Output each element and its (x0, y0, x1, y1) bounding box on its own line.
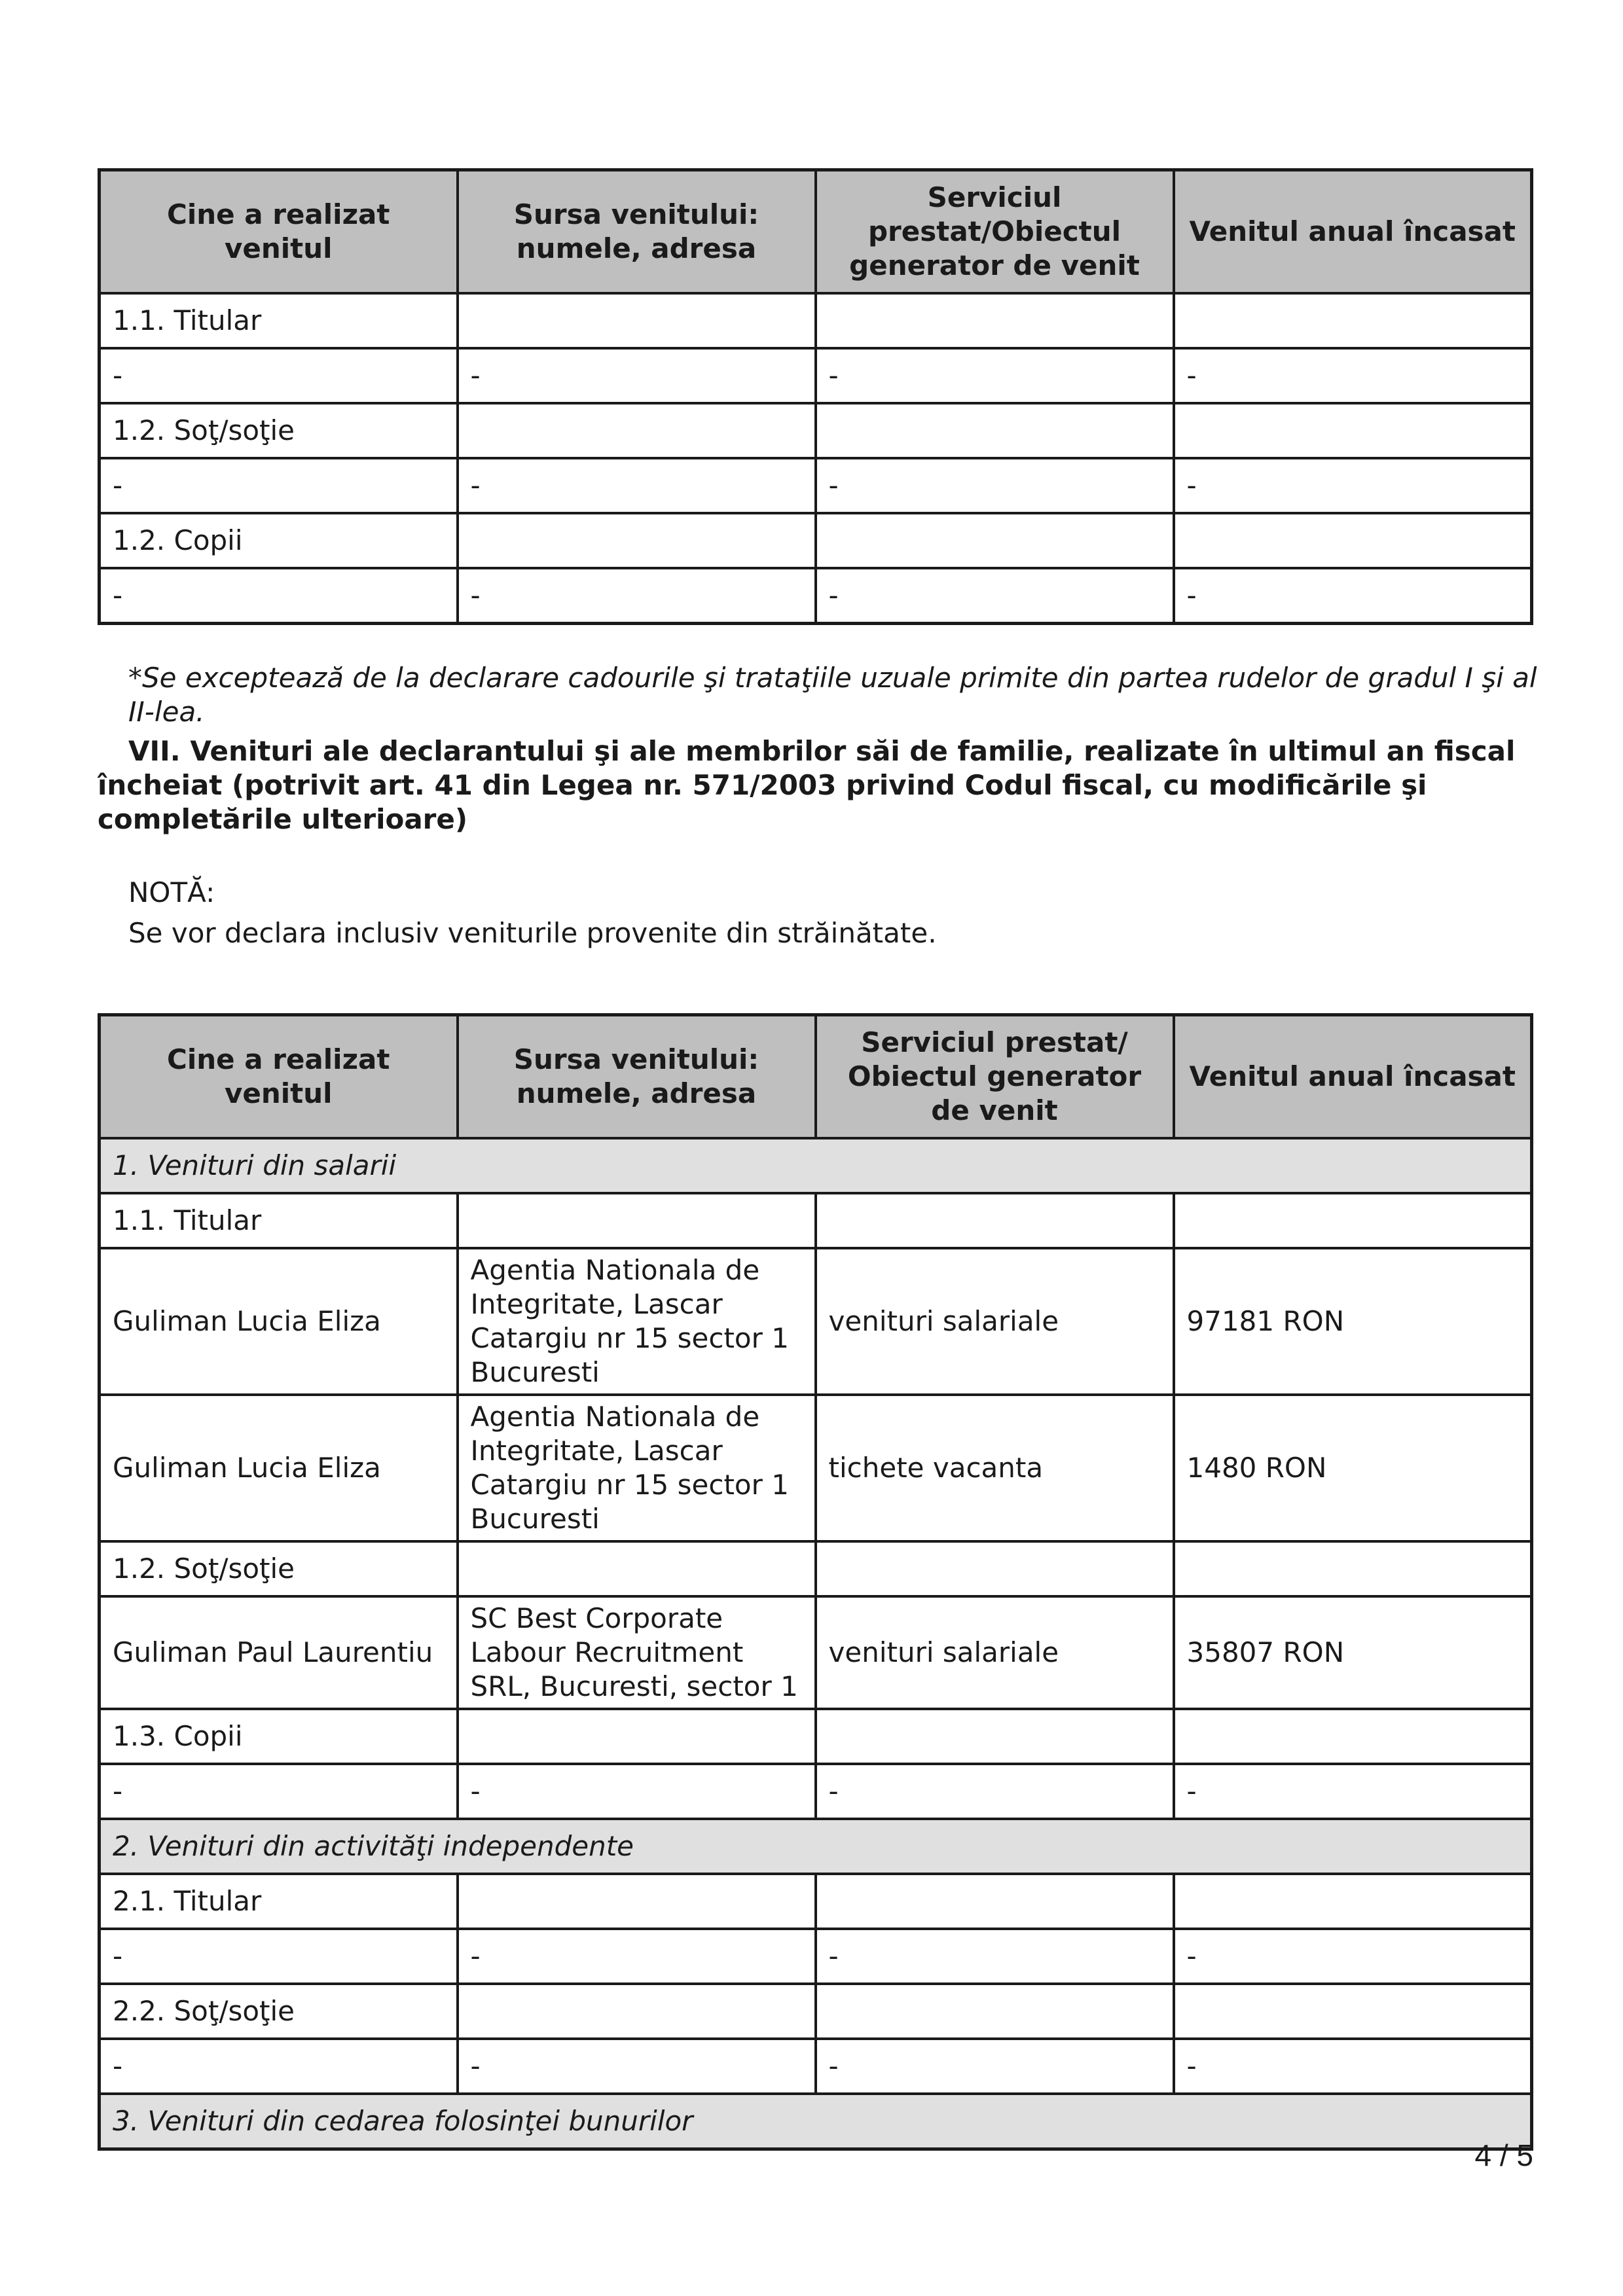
table-cell (458, 1874, 816, 1929)
table-cell: venituri salariale (816, 1596, 1174, 1709)
table-cell (816, 1874, 1174, 1929)
header-cell: Cine a realizat venitul (100, 170, 458, 294)
table-cell: - (1174, 1764, 1532, 1819)
table-cell: - (816, 348, 1174, 403)
table-cell: - (100, 1764, 458, 1819)
table-row (100, 1984, 1532, 2039)
table-cell (458, 513, 816, 568)
section-row (100, 1138, 1532, 1193)
table-cell: 1480 RON (1174, 1395, 1532, 1541)
table-cell: Guliman Lucia Eliza (100, 1395, 458, 1541)
header-cell: Venitul anual încasat (1174, 1015, 1532, 1139)
table-cell (816, 293, 1174, 348)
table-cell: - (458, 1929, 816, 1984)
note-text: Se vor declara inclusiv veniturile provenite din străinătate. (128, 917, 937, 949)
income-table-gifts (98, 168, 1533, 625)
section-heading: VII. Venituri ale declarantului şi ale membrilor săi de familie, realizate în ultimul an fiscal încheiat (potrivit art. 41 din Legea nr. 571/2003 privind Codul fiscal, cu modificările şi completările ulterioare) (98, 735, 1516, 835)
table-cell: - (816, 568, 1174, 624)
table-cell: - (100, 458, 458, 513)
table-cell: Guliman Lucia Eliza (100, 1248, 458, 1395)
table-cell (816, 403, 1174, 458)
table-cell (458, 1984, 816, 2039)
table-cell (458, 1541, 816, 1596)
table-cell (1174, 513, 1532, 568)
table-cell (1174, 293, 1532, 348)
table-cell: - (816, 1764, 1174, 1819)
header-cell: Serviciul prestat/ Obiectul generator de venit (816, 1015, 1174, 1139)
table-cell (458, 1709, 816, 1764)
table-row (100, 403, 1532, 458)
table-row (100, 1541, 1532, 1596)
table-cell (458, 403, 816, 458)
table-cell: SC Best Corporate Labour Recruitment SRL, Bucuresti, sector 1 (458, 1596, 816, 1709)
table-cell: - (458, 568, 816, 624)
table-row (100, 348, 1532, 403)
table-row (100, 1193, 1532, 1248)
table-cell: Agentia Nationala de Integritate, Lascar Catargiu nr 15 sector 1 Bucuresti (458, 1248, 816, 1395)
header-cell: Sursa venitului: numele, adresa (458, 1015, 816, 1139)
table-row (100, 1596, 1532, 1709)
table-cell: 35807 RON (1174, 1596, 1532, 1709)
table-row (100, 513, 1532, 568)
table-cell: - (100, 568, 458, 624)
section-row (100, 1819, 1532, 1874)
table-row (100, 293, 1532, 348)
table-cell: - (1174, 458, 1532, 513)
table-cell: venituri salariale (816, 1248, 1174, 1395)
table-cell (816, 1709, 1174, 1764)
table-cell (816, 1193, 1174, 1248)
table-cell (458, 293, 816, 348)
page-number: 4 / 5 (1474, 2138, 1533, 2172)
table-cell: - (458, 2039, 816, 2094)
table-cell: - (816, 1929, 1174, 1984)
header-cell: Cine a realizat venitul (100, 1015, 458, 1139)
table-row (100, 568, 1532, 624)
section-row (100, 2094, 1532, 2149)
table-header-row (100, 1015, 1532, 1139)
note-label: NOTĂ: (128, 876, 215, 908)
table-cell: 1.1. Titular (100, 1193, 458, 1248)
table-cell (1174, 1984, 1532, 2039)
section-title: 3. Venituri din cedarea folosinţei bunurilor (100, 2094, 1532, 2149)
table-cell: - (1174, 1929, 1532, 1984)
table-cell: Guliman Paul Laurentiu (100, 1596, 458, 1709)
table-cell: 1.3. Copii (100, 1709, 458, 1764)
table-cell: - (816, 458, 1174, 513)
table-row (100, 1874, 1532, 1929)
table-cell: tichete vacanta (816, 1395, 1174, 1541)
table-cell (816, 513, 1174, 568)
table-row (100, 1929, 1532, 1984)
table-cell (1174, 403, 1532, 458)
table-cell (458, 1193, 816, 1248)
table-cell: - (816, 2039, 1174, 2094)
table-cell: - (100, 348, 458, 403)
table-header-row (100, 170, 1532, 294)
table-cell: - (458, 348, 816, 403)
table-body (100, 293, 1532, 624)
table-cell: - (100, 1929, 458, 1984)
table-cell (1174, 1874, 1532, 1929)
table-cell (1174, 1541, 1532, 1596)
table-cell: - (1174, 568, 1532, 624)
table-cell: 97181 RON (1174, 1248, 1532, 1395)
exception-note: *Se exceptează de la declarare cadourile şi trataţiile uzuale primite din partea rudelor de gradul I şi al II-lea. (128, 662, 1537, 728)
section-title: 1. Venituri din salarii (100, 1138, 1532, 1193)
table-cell: - (458, 458, 816, 513)
table-cell: - (100, 2039, 458, 2094)
table-cell: - (458, 1764, 816, 1819)
header-cell: Serviciul prestat/Obiectul generator de venit (816, 170, 1174, 294)
table-row (100, 458, 1532, 513)
table-cell: - (1174, 348, 1532, 403)
table-body (100, 1138, 1532, 2149)
header-cell: Venitul anual încasat (1174, 170, 1532, 294)
table-cell: 1.2. Soţ/soţie (100, 1541, 458, 1596)
table-row (100, 1395, 1532, 1541)
table-row (100, 1248, 1532, 1395)
section-title: 2. Venituri din activităţi independente (100, 1819, 1532, 1874)
table-cell: 1.2. Soţ/soţie (100, 403, 458, 458)
table-cell: 1.1. Titular (100, 293, 458, 348)
table-cell (1174, 1193, 1532, 1248)
table-cell: 2.1. Titular (100, 1874, 458, 1929)
table-cell (1174, 1709, 1532, 1764)
table-cell: - (1174, 2039, 1532, 2094)
table-cell: 1.2. Copii (100, 513, 458, 568)
table-cell (816, 1984, 1174, 2039)
table-row (100, 2039, 1532, 2094)
table-cell: 2.2. Soţ/soţie (100, 1984, 458, 2039)
table-cell: Agentia Nationala de Integritate, Lascar Catargiu nr 15 sector 1 Bucuresti (458, 1395, 816, 1541)
table-row (100, 1764, 1532, 1819)
table-cell (816, 1541, 1174, 1596)
header-cell: Sursa venitului: numele, adresa (458, 170, 816, 294)
table-row (100, 1709, 1532, 1764)
income-table-fiscal-year (98, 1013, 1533, 2151)
